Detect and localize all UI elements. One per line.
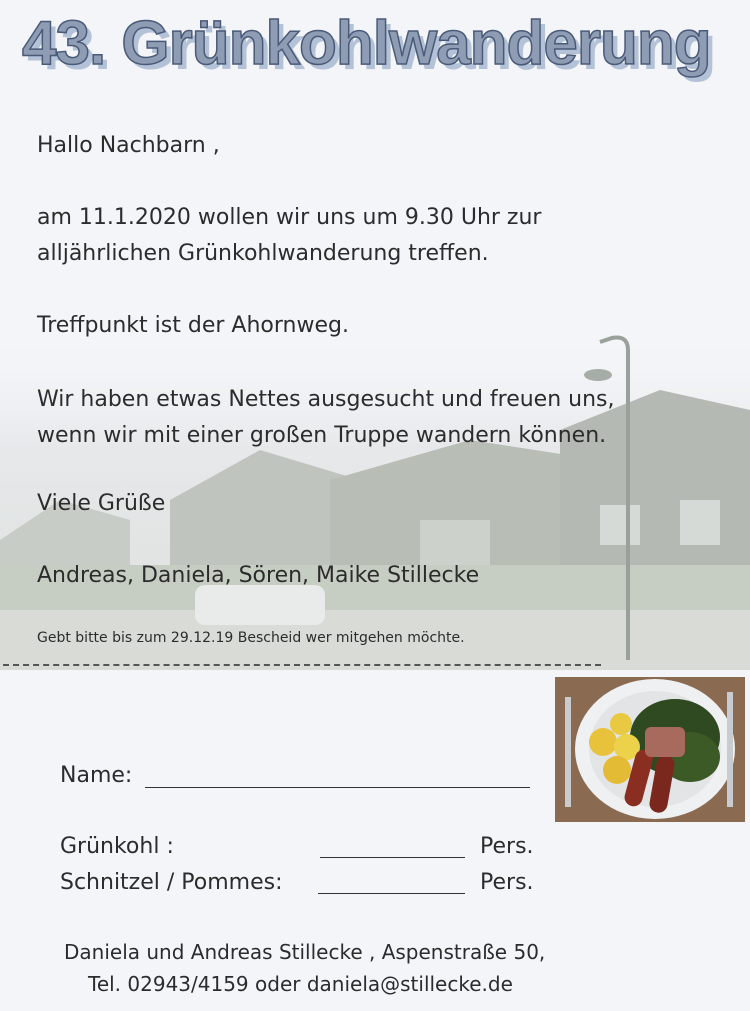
contact-address: Daniela und Andreas Stillecke , Aspenstraße 50, [64,940,546,964]
schnitzel-count-field[interactable] [318,893,465,894]
page-title: 43. Grünkohlwanderung [22,9,711,78]
gruenkohl-count-field[interactable] [320,857,465,858]
contact-phone-email: Tel. 02943/4159 oder daniela@stillecke.de [88,972,513,996]
gruenkohl-pers-label: Pers. [480,834,534,859]
name-label: Name: [60,763,133,788]
regards: Viele Grüße [37,491,166,516]
invitation-line-2: alljährlichen Grünkohlwanderung treffen. [37,241,489,266]
invitation-line-1: am 11.1.2020 wollen wir uns um 9.30 Uhr zur [37,205,542,230]
schnitzel-label: Schnitzel / Pommes: [60,870,283,895]
meeting-point: Treffpunkt ist der Ahornweg. [37,313,349,338]
signature: Andreas, Daniela, Sören, Maike Stillecke [37,563,480,588]
gruenkohl-label: Grünkohl : [60,834,174,859]
name-field[interactable] [145,787,530,788]
rsvp-deadline: Gebt bitte bis zum 29.12.19 Bescheid wer mitgehen möchte. [37,630,465,646]
greeting: Hallo Nachbarn , [37,133,220,158]
schnitzel-pers-label: Pers. [480,870,534,895]
cut-line [3,664,601,666]
message-line-1: Wir haben etwas Nettes ausgesucht und freuen uns, [37,387,615,412]
message-line-2: wenn wir mit einer großen Truppe wandern können. [37,423,607,448]
kale-dish-photo [555,677,745,822]
